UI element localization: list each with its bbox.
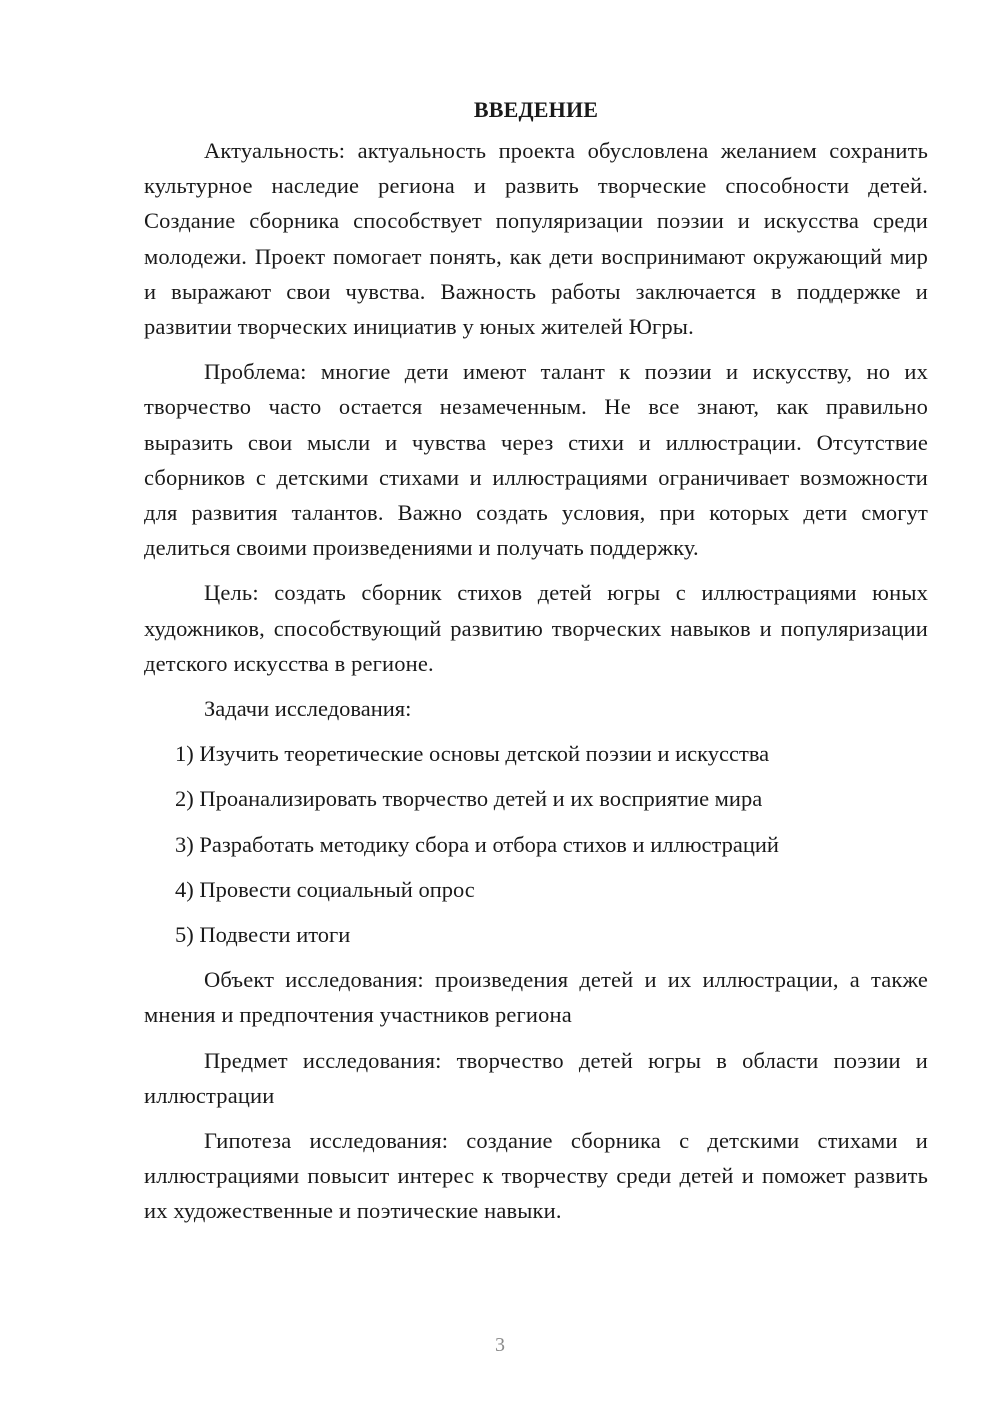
relevance-paragraph: Актуальность: актуальность проекта обусловлена желанием сохранить культурное наследие региона и развить творческие способности детей. Создание сборника способствует популяризации поэзии и искусства среди молодежи. Проект помогает понять, как дети воспринимают окружающий мир и выражают свои чувства. Важность работы заключается в поддержке и развитии творческих инициатив у юных жителей Югры. bbox=[144, 138, 928, 340]
list-item: 1) Изучить теоретические основы детской поэзии и искусства bbox=[175, 741, 770, 767]
list-item: 2) Проанализировать творчество детей и их восприятие мира bbox=[175, 786, 763, 812]
list-item: 4) Провести социальный опрос bbox=[175, 876, 475, 902]
object-paragraph: Объект исследования: произведения детей и их иллюстрации, а также мнения и предпочтения участников региона bbox=[144, 967, 928, 1028]
intro-paragraphs bbox=[144, 133, 928, 681]
list-item: 3) Разработать методику сбора и отбора стихов и иллюстраций bbox=[175, 831, 779, 857]
section-title: ВВЕДЕНИЕ bbox=[473, 97, 599, 122]
list-item: 5) Подвести итоги bbox=[175, 922, 351, 948]
hypothesis-paragraph: Гипотеза исследования: создание сборника с детскими стихами и иллюстрациями повысит интерес к творчеству среди детей и поможет развить их художественные и поэтические навыки. bbox=[144, 1128, 928, 1224]
goal-paragraph: Цель: создать сборник стихов детей югры с иллюстрациями юных художников, способствующий развитию творческих навыков и популяризации детского искусства в регионе. bbox=[144, 580, 928, 676]
research-paragraphs bbox=[144, 962, 928, 1228]
problem-paragraph: Проблема: многие дети имеют талант к поэзии и искусству, но их творчество часто остается незамеченным. Не все знают, как правильно выразить свои мысли и чувства через стихи и иллюстрации. Отсутствие сборников с детскими стихами и иллюстрациями ограничивает возможности для развития талантов. Важно создать условия, при которых дети смогут делиться своими произведениями и получать поддержку. bbox=[144, 359, 928, 561]
tasks-list bbox=[144, 736, 928, 952]
tasks-heading: Задачи исследования: bbox=[204, 696, 412, 722]
page-content bbox=[144, 92, 928, 1229]
page-number: 3 bbox=[495, 1334, 505, 1356]
subject-paragraph: Предмет исследования: творчество детей югры в области поэзии и иллюстрации bbox=[144, 1047, 928, 1108]
